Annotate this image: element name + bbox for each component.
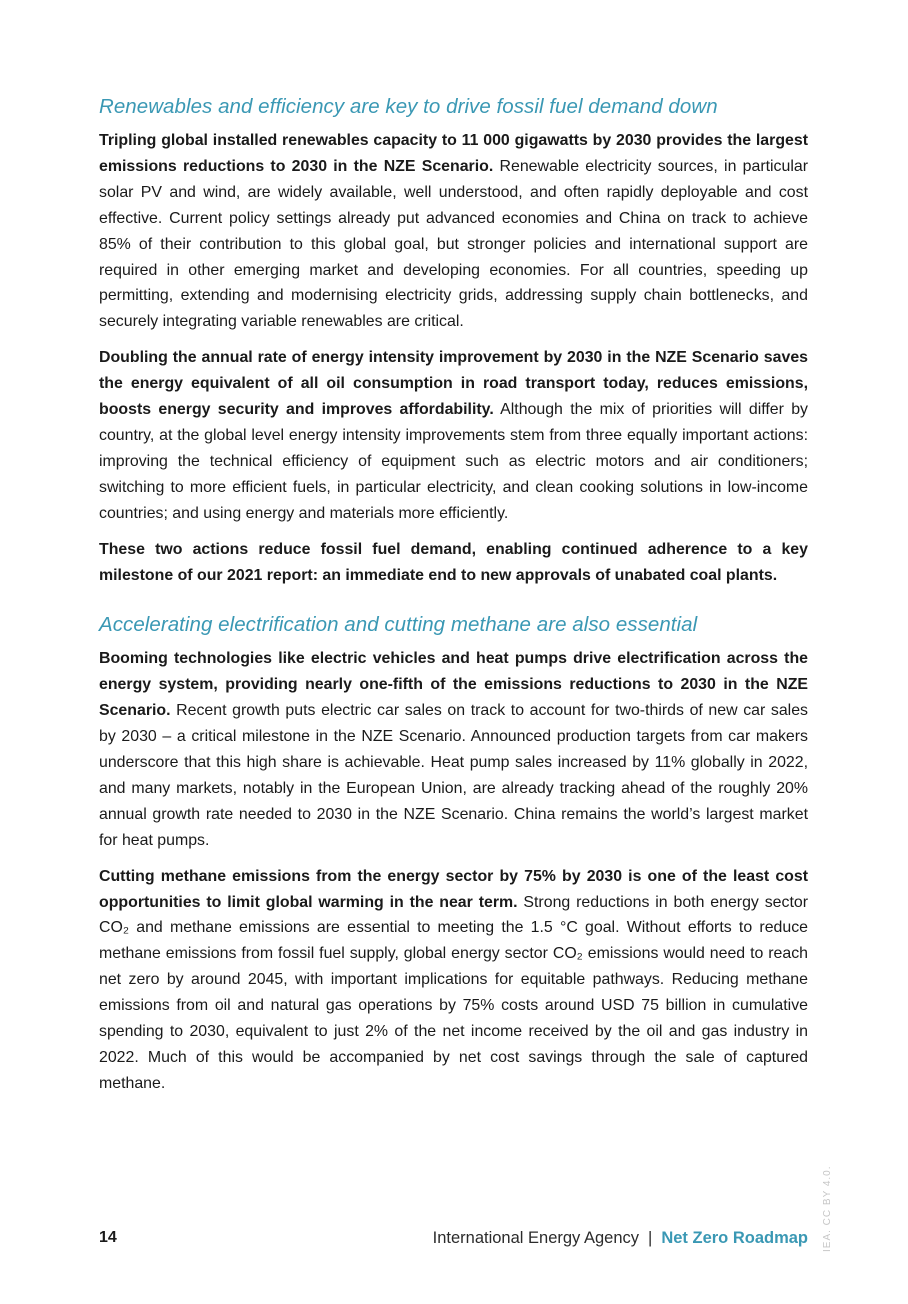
paragraph-body: Renewable electricity sources, in particular solar PV and wind, are widely available, well understood, and often rapidly deployable and cost effective. Current policy settings already put advanced economies and China on track to achieve 85% of their contribution to this global goal, but stronger policies and international support are required in other emerging market and developing economies. For all countries, speeding up permitting, extending and modernising electricity grids, addressing supply chain bottlenecks, and securely integrating variable renewables are critical. [99,157,808,331]
paragraph-lead: Cutting methane emissions from the energy sector by 75% by 2030 is one of the least cost opportunities to limit global warming in the near term. [99,867,808,911]
paragraph-lead: Doubling the annual rate of energy intensity improvement by 2030 in the NZE Scenario saves the energy equivalent of all oil consumption in road transport today, reduces emissions, boosts energy security and improves affordability. [99,349,808,419]
paragraph-methane [99,864,808,1097]
report-title: Net Zero Roadmap [661,1229,808,1247]
section-heading-renewables: Renewables and efficiency are key to drive fossil fuel demand down [99,95,718,118]
paragraph-lead: Booming technologies like electric vehicles and heat pumps drive electrification across the energy system, providing nearly one-fifth of the emissions reductions to 2030 in the NZE Scenario. [99,650,808,720]
page-number: 14 [99,1229,117,1246]
paragraph-coal-milestone [99,537,808,589]
footer-separator: | [648,1229,653,1247]
publisher-name: International Energy Agency [432,1229,640,1247]
page-body [99,92,808,1097]
paragraph-body: Recent growth puts electric car sales on track to account for two-thirds of new car sales by 2030 – a critical milestone in the NZE Scenario. Announced production targets from car makers underscore that this high share is achievable. Heat pump sales increased by 11% globally in 2022, and many markets, notably in the European Union, are already tracking ahead of the roughly 20% annual growth rate needed to 2030 in the NZE Scenario. China remains the world’s largest market for heat pumps. [99,702,808,849]
paragraph-lead: Tripling global installed renewables capacity to 11 000 gigawatts by 2030 provides the largest emissions reductions to 2030 in the NZE Scenario. [99,132,808,175]
section-heading-electrification: Accelerating electrification and cutting methane are also essential [99,613,698,637]
license-notice: IEA. CC BY 4.0. [822,1165,833,1252]
paragraph-electrification [99,646,808,853]
paragraph-lead: These two actions reduce fossil fuel demand, enabling continued adherence to a key milestone of our 2021 report: an immediate end to new approvals of unabated coal plants. [99,540,808,584]
paragraph-body: Strong reductions in both energy sector CO₂ and methane emissions are essential to meeting the 1.5 °C goal. Without efforts to reduce methane emissions from fossil fuel supply, global energy sector CO₂ emissions would need to reach net zero by around 2045, with important implications for equitable pathways. Reducing methane emissions from oil and natural gas operations by 75% costs around USD 75 billion in cumulative spending to 2030, equivalent to just 2% of the net income received by the oil and gas industry in 2022. Much of this would be accompanied by net cost savings through the sale of captured methane. [99,893,809,1092]
paragraph-efficiency [99,345,808,526]
paragraph-renewables [99,128,808,335]
running-footer [433,1229,808,1248]
paragraph-body: Although the mix of priorities will differ by country, at the global level energy intensity improvements stem from three equally important actions: improving the technical efficiency of equipment such as electric motors and air conditioners; switching to more efficient fuels, in particular electricity, and clean cooking solutions in low-income countries; and using energy and materials more efficiently. [99,401,808,522]
